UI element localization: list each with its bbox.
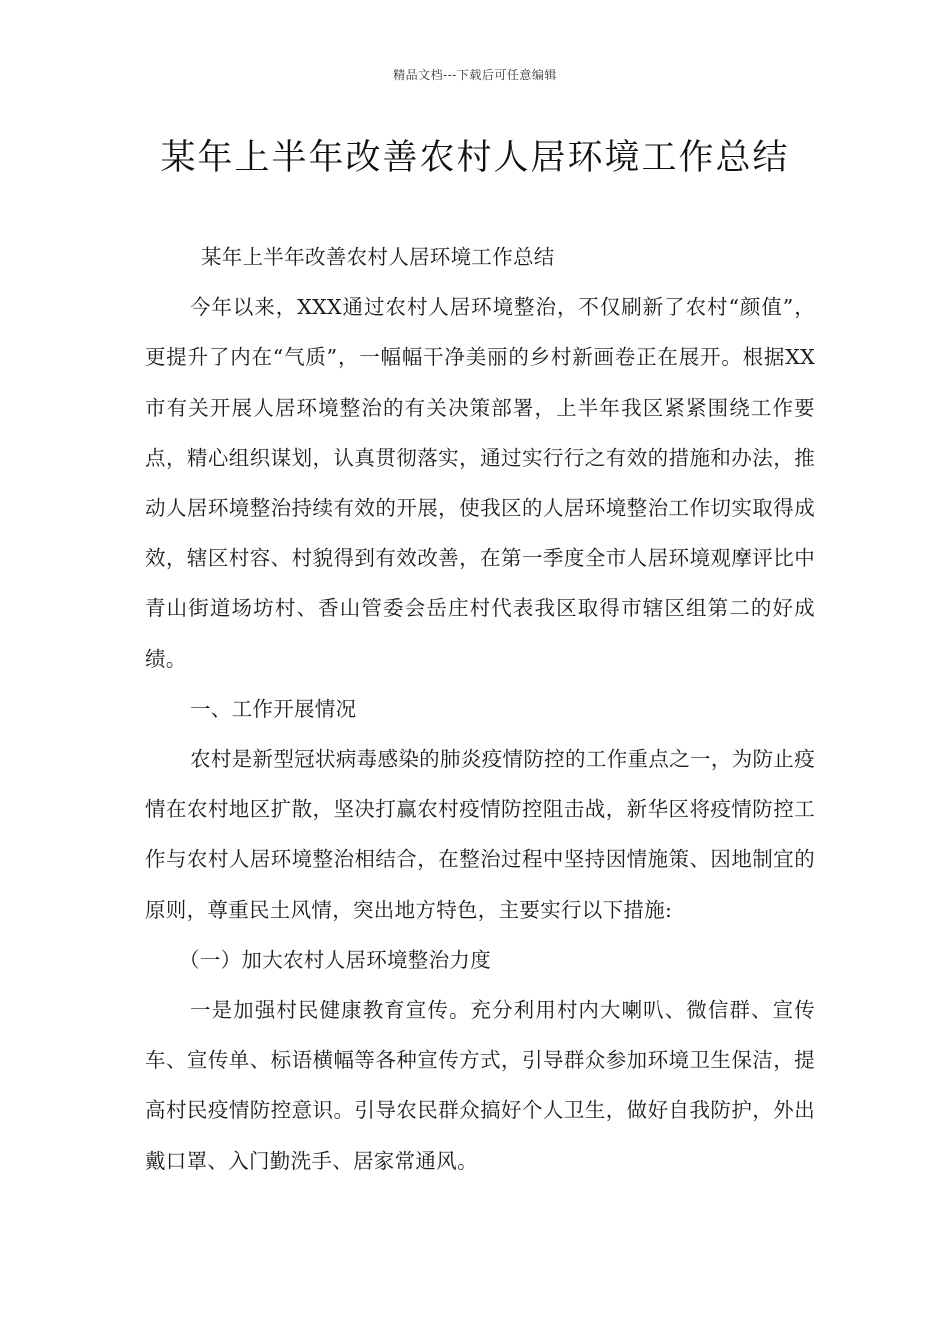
subsection-heading-1: （一）加大农村人居环境整治力度 <box>179 947 491 972</box>
section-heading-1: 一、工作开展情况 <box>190 696 357 721</box>
header-note: 精品文档---下载后可任意编辑 <box>393 68 557 82</box>
document-title: 某年上半年改善农村人居环境工作总结 <box>160 138 790 178</box>
document-body <box>145 232 815 1186</box>
paragraph-intro: 今年以来，XXX通过农村人居环境整治，不仅刷新了农村“颜值”，更提升了内在“气质”，一幅幅干净美丽的乡村新画卷正在展开。根据XX市有关开展人居环境整治的有关决策部署，上半年我区紧紧围绕工作要点，精心组织谋划，认真贯彻落实，通过实行行之有效的措施和办法，推动人居环境整治持续有效的开展，使我区的人居环境整治工作切实取得成效，辖区村容、村貌得到有效改善，在第一季度全市人居环境观摩评比中青山街道场坊村、香山管委会岳庄村代表我区取得市辖区组第二的好成绩。 <box>145 295 815 671</box>
paragraph-subsection-1: 一是加强村民健康教育宣传。充分利用村内大喇叭、微信群、宣传车、宣传单、标语横幅等各种宣传方式，引导群众参加环境卫生保洁，提高村民疫情防控意识。引导农民群众搞好个人卫生，做好自我防护，外出戴口罩、入门勤洗手、居家常通风。 <box>145 998 815 1173</box>
document-subtitle: 某年上半年改善农村人居环境工作总结 <box>201 245 555 269</box>
paragraph-section-1: 农村是新型冠状病毒感染的肺炎疫情防控的工作重点之一，为防止疫情在农村地区扩散，坚决打赢农村疫情防控阻击战，新华区将疫情防控工作与农村人居环境整治相结合，在整治过程中坚持因情施策、因地制宜的原则，尊重民土风情，突出地方特色，主要实行以下措施: <box>145 747 815 922</box>
